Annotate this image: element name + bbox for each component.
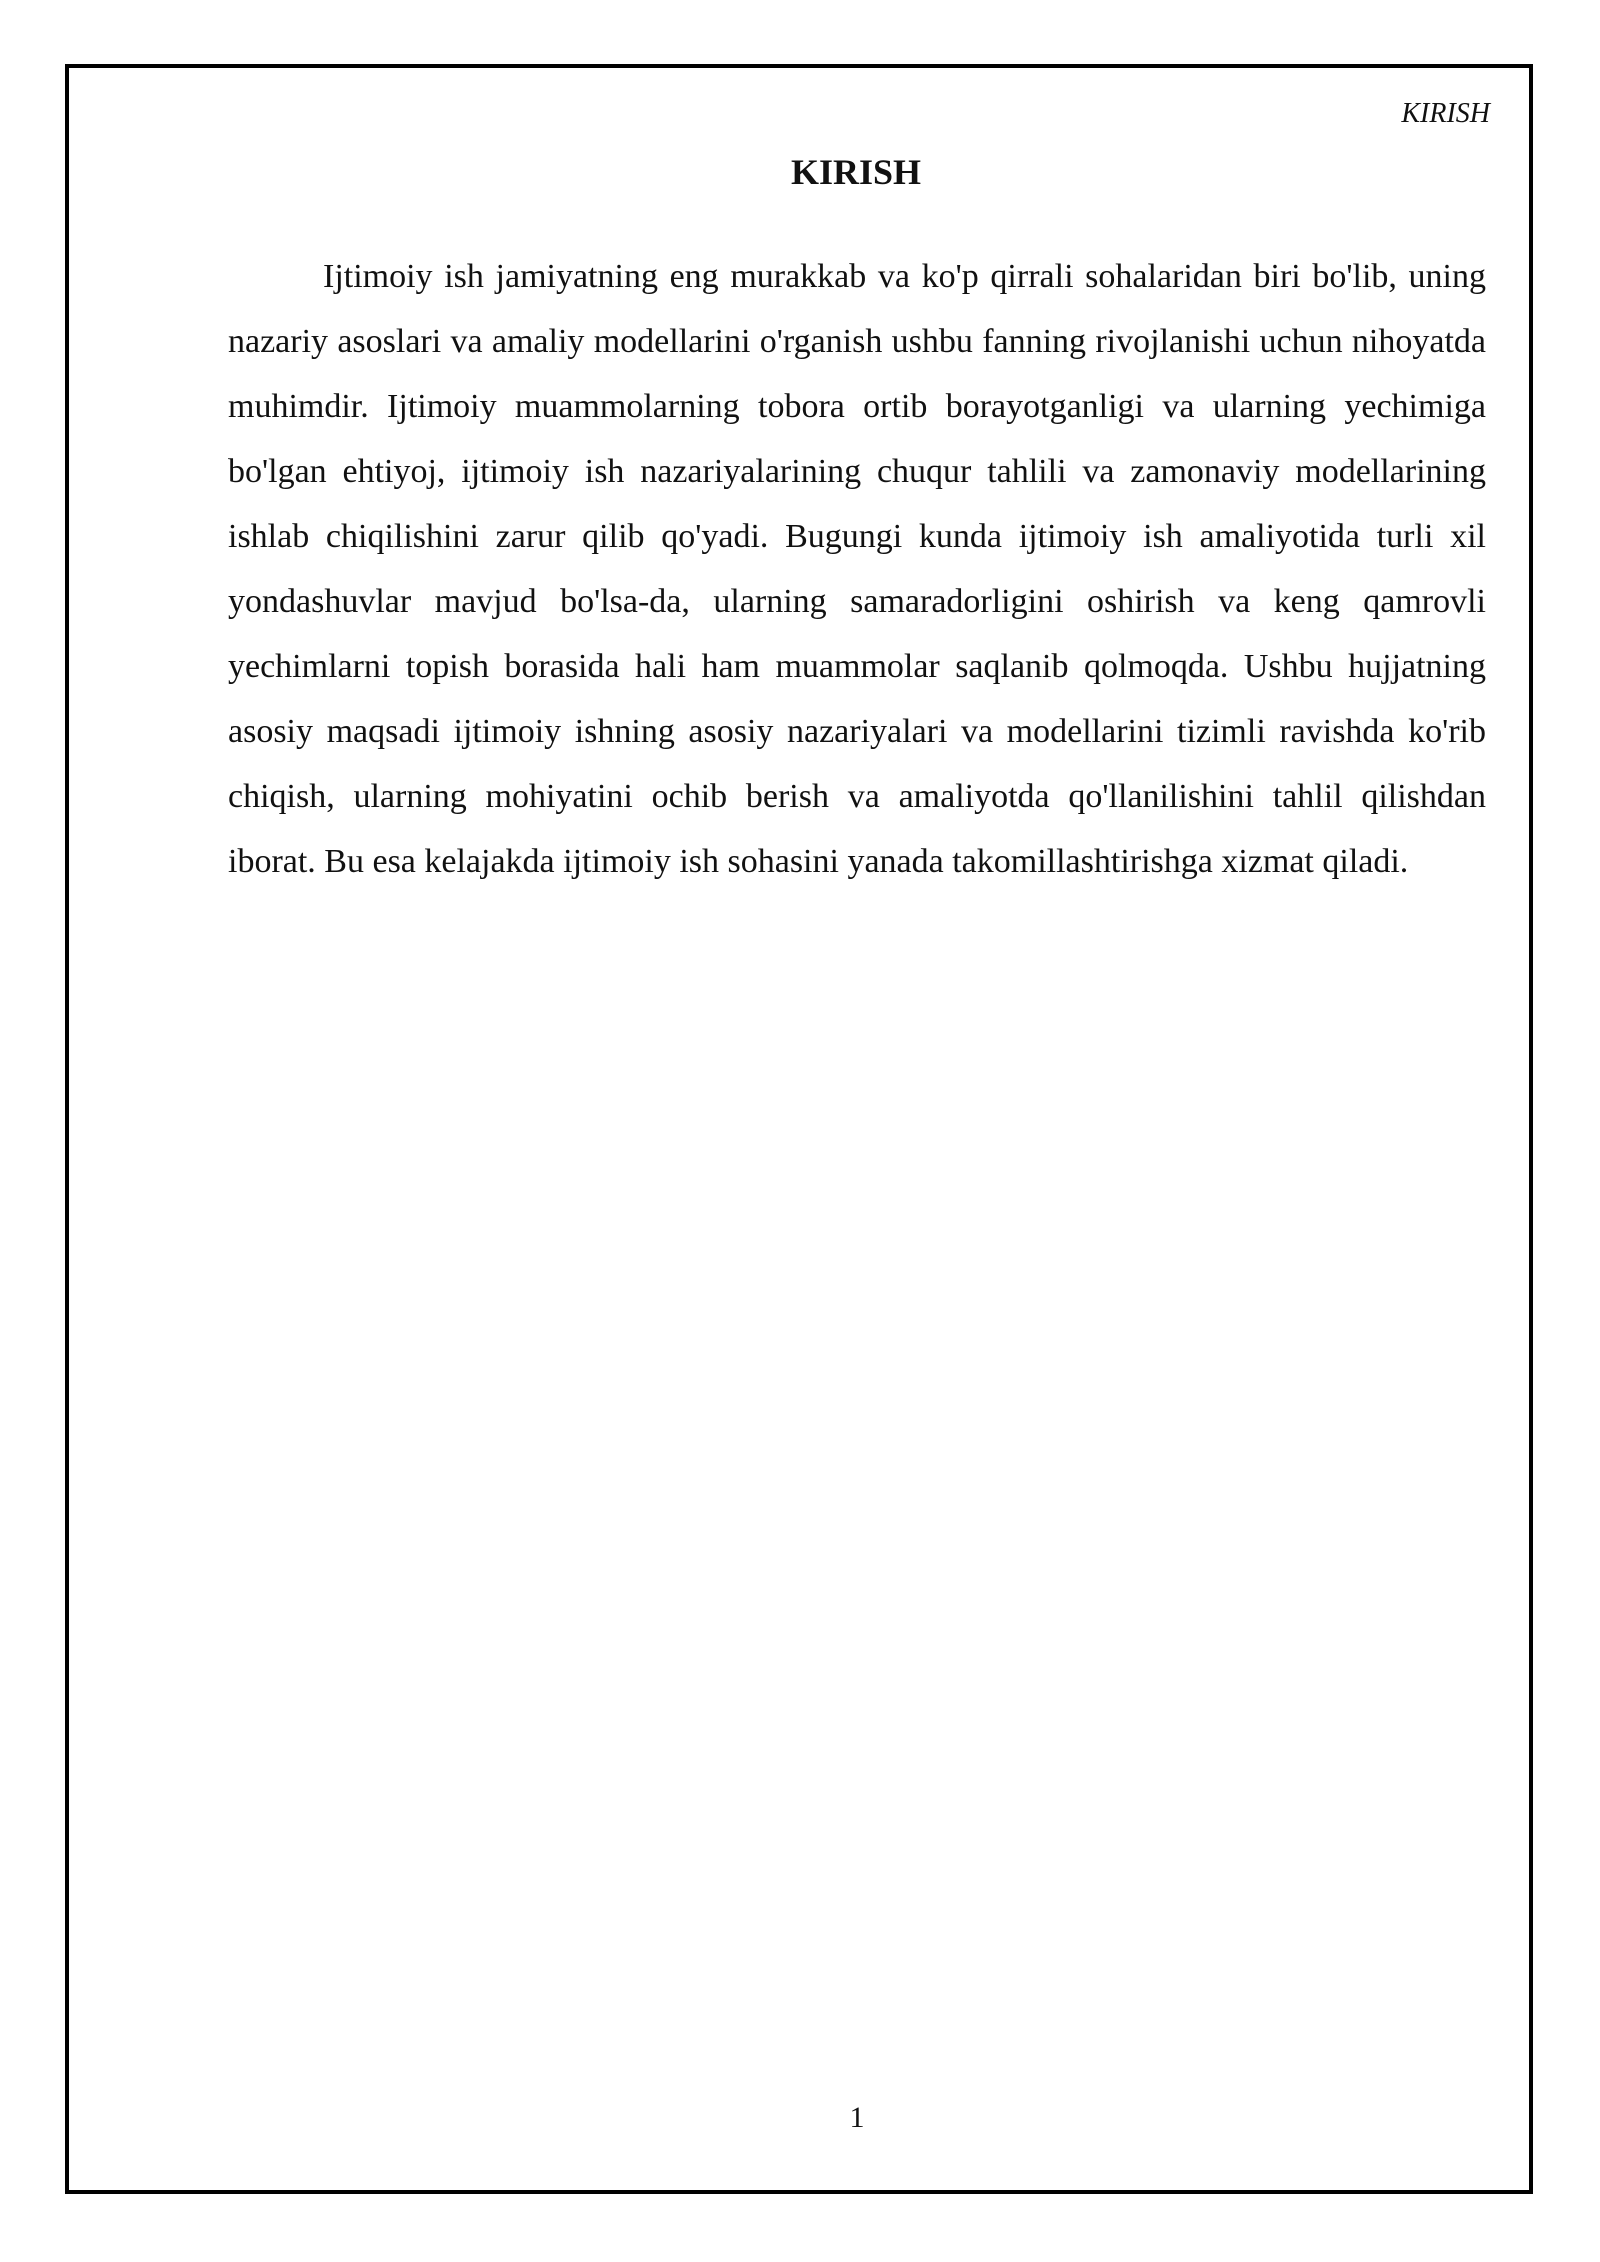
page-number: 1 [849,2101,865,2134]
body-paragraph: Ijtimoiy ish jamiyatning eng murakkab va ko'p qirrali sohalaridan biri bo'lib, uning nazariy asoslari va amaliy modellarini o'rganish ushbu fanning rivojlanishi uchun nihoyatda muhimdir. Ijtimoiy muammolarning tobora ortib borayotganligi va ularning yechimiga bo'lgan ehtiyoj, ijtimoiy ish nazariyalarining chuqur tahlili va zamonaviy modellarining ishlab chiqilishini zarur qilib qo'yadi. Bugungi kunda ijtimoiy ish amaliyotida turli xil yondashuvlar mavjud bo'lsa-da, ularning samaradorligini oshirish va keng qamrovli yechimlarni topish borasida hali ham muammolar saqlanib qolmoqda. Ushbu hujjatning asosiy maqsadi ijtimoiy ishning asosiy nazariyalari va modellarini tizimli ravishda ko'rib chiqish, ularning mohiyatini ochib berish va amaliyotda qo'llanilishini tahlil qilishdan iborat. Bu esa kelajakda ijtimoiy ish sohasini yanada takomillashtirishga xizmat qiladi. [228,258,1486,880]
running-header: KIRISH [1401,98,1490,129]
page-title: KIRISH [790,152,922,192]
